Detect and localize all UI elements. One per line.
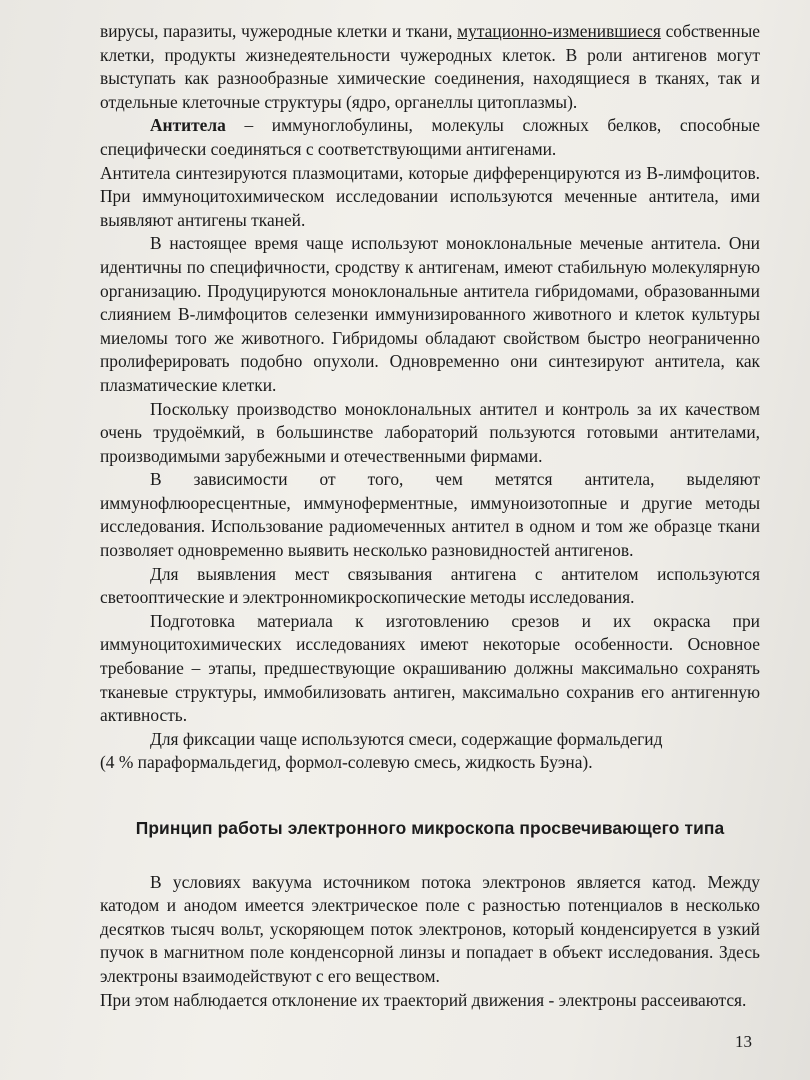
page-number: 13 [735,1032,752,1051]
paragraph-fixation: Для фиксации чаще используются смеси, содержащие формальдегид [150,728,663,749]
paragraph-text: – иммуноглобулины, молекулы сложных белков, способные специфически соединяться с соответствующими антигенами. [100,115,760,159]
paragraph-detection: Для выявления мест связывания антигена с антителом используются светооптические и электронномикроскопические методы исследования. [100,563,760,608]
term-antibodies: Антитела [150,115,226,136]
paragraph-text: собственные клетки, продукты жизнедеятельности чужеродных клеток. В роли антигенов могут выступать как разнообразные химические соединения, находящиеся в тканях, так и отдельные клеточные структуры (ядро, органеллы цитоплазмы). [100,21,760,112]
paragraph-antibodies-synthesis: Антитела синтезируются плазмоцитами, которые дифференцируются из В-лимфоцитов. При иммуноцитохимическом исследовании используются меченные антитела, ими выявляют антигены тканей. [100,162,760,230]
section-heading: Принцип работы электронного микроскопа просвечивающего типа [135,818,725,838]
paragraph-scattering: При этом наблюдается отклонение их траекторий движения - электроны рассеиваются. [100,989,747,1010]
paragraph-labeling-methods: В зависимости от того, чем метятся антитела, выделяют иммунофлюоресцентные, иммуноферментные, иммуноизотопные и другие методы исследования. Использование радиомеченных антител в одном и том же образце ткани позволяет одновременно выявить несколько разновидностей антигенов. [100,469,760,561]
underlined-phrase: мутационно-изменившиеся [457,21,661,41]
paragraph-antibodies-definition [100,114,760,161]
paragraph-monoclonal: В настоящее время чаще используют моноклональные меченые антитела. Они идентичны по специфичности, сродству к антигенам, имеют стабильную молекулярную организацию. Продуцируются моноклональные антитела гибридомами, образованными слиянием В-лимфоцитов селезенки иммунизированного животного и клеток культуры миеломы того же животного. Гибридомы обладают свойством быстро неограниченно пролиферировать подобно опухоли. Одновременно они синтезируют антитела, как плазматические клетки. [100,233,760,395]
paragraph-production: Поскольку производство моноклональных антител и контроль за их качеством очень трудоёмкий, в большинстве лабораторий пользуются готовыми антителами, производимыми зарубежными и отечественными фирмами. [100,398,760,466]
paragraph-fixation-list: (4 % параформальдегид, формол-солевую смесь, жидкость Буэна). [100,752,593,773]
paragraph-preparation: Подготовка материала к изготовлению срезов и их окраска при иммуноцитохимических исследованиях имеют некоторые особенности. Основное требование – этапы, предшествующие окрашиванию должны максимально сохранять тканевые структуры, иммобилизовать антиген, максимально сохранив его антигенную активность. [100,610,760,726]
paragraph-text: вирусы, паразиты, чужеродные клетки и ткани, [100,21,458,41]
page-text [100,20,760,1012]
paragraph-antigens-continued [100,20,760,114]
paragraph-microscope-principle: В условиях вакуума источником потока электронов является катод. Между катодом и анодом имеется электрическое поле с разностью потенциалов в несколько десятков тысяч вольт, ускоряющем поток электронов, который конденсируется в узкий пучок в магнитном поле конденсорной линзы и попадает в объект исследования. Здесь электроны взаимодействуют с его веществом. [100,871,760,986]
